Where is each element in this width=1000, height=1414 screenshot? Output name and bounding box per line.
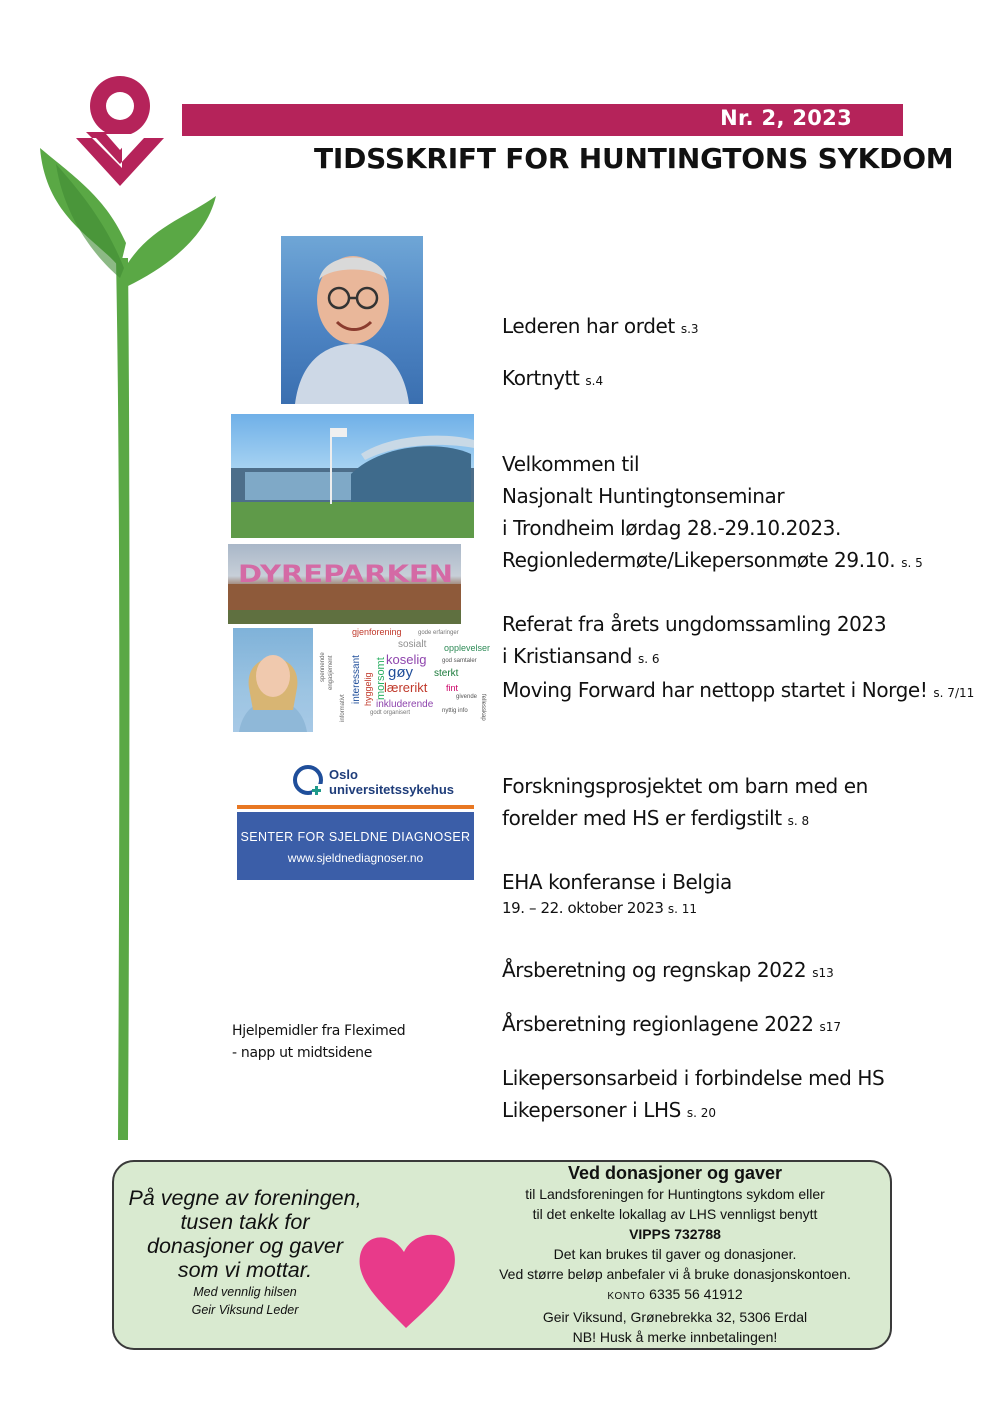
word-cloud-item: gode erfaringer	[418, 630, 459, 636]
donation-address: Geir Viksund, Grønebrekka 32, 5306 Erdal	[542, 1309, 808, 1325]
toc-item-page: s. 11	[667, 902, 698, 916]
toc-item-page: s.4	[585, 374, 604, 388]
donation-heading: Ved donasjoner og gaver	[567, 1163, 783, 1183]
word-cloud-item: opplevelser	[444, 643, 491, 653]
toc-item-page: s. 8	[787, 814, 810, 828]
signature-line: Geir Viksund Leder	[191, 1303, 299, 1317]
word-cloud-item: nyttig info	[442, 708, 468, 714]
donation-info	[456, 1162, 894, 1347]
word-cloud-item: interessant	[351, 655, 362, 704]
donation-usage: Det kan brukes til gaver og donasjoner.	[553, 1246, 797, 1262]
rare-center-name: SENTER FOR SJELDNE DIAGNOSER	[240, 830, 471, 844]
word-cloud-item: hyggelig	[363, 672, 373, 706]
aids-notice-line: - napp ut midtsidene	[232, 1045, 373, 1061]
toc-item-line: Nasjonalt Huntingtonseminar	[502, 484, 785, 508]
toc-item	[502, 1062, 884, 1129]
toc-item-page: s17	[819, 1020, 842, 1034]
toc-item-title: Referat fra årets ungdomssamling 2023	[502, 612, 887, 636]
toc-item-subtitle: 19. – 22. oktober 2023	[502, 899, 664, 917]
word-cloud-item: spennende	[320, 652, 326, 682]
rare-center-banner	[237, 812, 474, 880]
park-sign-text: DYREPARKEN	[238, 560, 453, 588]
toc-item	[502, 362, 603, 397]
participant-photo	[233, 628, 313, 732]
thanks-message	[116, 1186, 374, 1282]
toc-item-page: s. 6	[637, 652, 660, 666]
hospital-name: Oslo universitetssykehus	[329, 767, 455, 797]
aids-notice-line: Hjelpemidler fra Fleximed	[232, 1023, 406, 1039]
word-cloud-item: lærerikt	[384, 680, 428, 695]
thanks-line: som vi mottar.	[177, 1258, 313, 1282]
rare-center-url: www.sjeldnediagnoser.no	[287, 851, 424, 865]
word-cloud-item: gjenforening	[352, 627, 402, 637]
toc-item-page: s. 5	[901, 556, 923, 570]
toc-item-line: i Trondheim lørdag 28.-29.10.2023.	[502, 516, 841, 540]
rare-center-accent	[237, 805, 474, 809]
vipps-number: VIPPS 732788	[629, 1226, 721, 1242]
thanks-line: tusen takk for	[180, 1210, 310, 1234]
word-cloud-item: gøy	[388, 664, 414, 681]
toc-item-line: Velkommen til	[502, 452, 640, 476]
venue-photo	[231, 414, 474, 538]
toc-item	[502, 770, 868, 837]
heart-icon	[350, 1222, 462, 1334]
word-cloud	[318, 628, 496, 724]
journal-title: TIDSSKRIFT FOR HUNTINGTONS SYKDOM	[314, 142, 954, 175]
word-cloud-item: informativt	[340, 694, 346, 722]
aids-notice	[232, 1020, 405, 1064]
donation-reminder: NB! Husk å merke innbetalingen!	[572, 1329, 778, 1345]
word-cloud-item: god samtaler	[442, 658, 477, 664]
toc-item-line: Regionledermøte/Likepersonmøte 29.10.	[502, 548, 896, 572]
toc-item	[502, 310, 699, 345]
account-number: 6335 56 41912	[649, 1286, 743, 1302]
stem-icon	[116, 258, 130, 1140]
toc-item	[502, 448, 923, 579]
toc-item-line: Likepersoner i LHS	[502, 1098, 681, 1122]
toc-item-title: EHA konferanse i Belgia	[502, 870, 732, 894]
leaf-right-icon	[122, 196, 216, 288]
park-photo	[228, 544, 461, 624]
toc-item-title: Årsberetning regionlagene 2022	[502, 1012, 814, 1036]
account-label: KONTO	[607, 1291, 646, 1302]
toc-item-title: Lederen har ordet	[502, 314, 675, 338]
signature-line: Med vennlig hilsen	[193, 1285, 297, 1299]
word-cloud-item: fellesskap	[480, 694, 486, 721]
toc-item	[502, 674, 974, 709]
association-logo	[36, 68, 226, 1148]
toc-item-title: Kortnytt	[502, 366, 580, 390]
toc-item-line: forelder med HS er ferdigstilt	[502, 806, 782, 830]
leader-photo	[281, 236, 423, 404]
word-cloud-item: engasjement	[328, 655, 334, 690]
signature	[160, 1283, 330, 1319]
toc-item-page: s.3	[680, 322, 699, 336]
word-cloud-item: koselig	[386, 652, 427, 667]
issue-number: Nr. 2, 2023	[720, 106, 852, 130]
toc-item-page: s13	[812, 966, 834, 980]
word-cloud-item: morsomt	[375, 657, 387, 700]
thanks-line: På vegne av foreningen,	[128, 1186, 362, 1210]
toc-item	[502, 1008, 841, 1043]
word-cloud-item: sterkt	[434, 668, 459, 679]
word-cloud-item: godt organisert	[370, 710, 411, 716]
toc-item-title: Forskningsprosjektet om barn med en	[502, 774, 868, 798]
word-cloud-item: inkluderende	[376, 699, 434, 710]
toc-item-title: Årsberetning og regnskap 2022	[502, 958, 807, 982]
toc-item-title: Moving Forward har nettopp startet i Norge!	[502, 678, 928, 702]
donation-large-amounts: Ved større beløp anbefaler vi å bruke donasjonskontoen.	[499, 1266, 851, 1282]
toc-item-title: Likepersonsarbeid i forbindelse med HS	[502, 1066, 885, 1090]
hospital-logo-icon	[292, 764, 324, 796]
word-cloud-item: sosialt	[398, 639, 427, 650]
donation-line: til det enkelte lokallag av LHS vennligst benytt	[532, 1206, 818, 1222]
toc-item-page: s. 20	[686, 1106, 717, 1120]
toc-item	[502, 954, 834, 989]
word-cloud-item: givende	[456, 694, 478, 700]
toc-item	[502, 608, 886, 675]
toc-item	[502, 866, 732, 919]
toc-item-line: i Kristiansand	[502, 644, 633, 668]
toc-item-page: s. 7/11	[933, 686, 975, 700]
thanks-line: donasjoner og gaver	[146, 1234, 344, 1258]
donation-line: til Landsforeningen for Huntingtons sykdom eller	[525, 1186, 825, 1202]
word-cloud-item: fint	[446, 683, 459, 693]
